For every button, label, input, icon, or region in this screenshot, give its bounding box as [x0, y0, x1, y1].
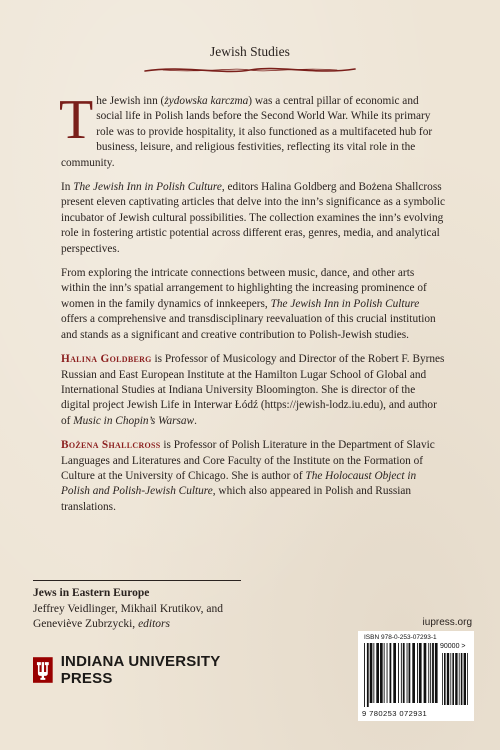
publisher-logo — [33, 655, 273, 685]
description-paragraph-2: In The Jewish Inn in Polish Culture, editors Halina Goldberg and Bożena Shallcross present eleven captivating articles that delve into the inn’s significance as a symbolic incubator of Jewish cultural possibilities. The collection examines the inn’s evolving role in fostering artistic potential across different eras, genres, media, and analytical perspectives. — [61, 181, 445, 255]
barcode-icon — [362, 643, 470, 709]
author-name: Halina Goldberg — [61, 353, 152, 366]
book-description — [59, 89, 445, 524]
publisher-name: INDIANA UNIVERSITY PRESS — [60, 653, 221, 687]
series-info — [33, 580, 243, 633]
iu-trident-icon — [33, 657, 53, 683]
description-paragraph-1: The Jewish inn (żydowska karczma) was a central pillar of economic and social life in Polish lands before the Second World War. While its primary role was to provide hospitality, it also functioned as a multifaceted hub for business, leisure, and religious festivities, reflecting its vital role in the community. — [59, 89, 433, 169]
publisher-url[interactable]: iupress.org — [422, 617, 472, 628]
book-title: The Jewish Inn in Polish Culture — [270, 297, 420, 310]
description-paragraph-3: From exploring the intricate connections between music, dance, and other arts within the inn’s spatial arrangement to highlighting the increasing prominence of women in the family dynamics of innkeepers, The Jewish Inn in Polish Culture offers a comprehensive and transdisciplinary reevaluation of this crucial institution and stands as a significant and creative contribution to Polish-Jewish studies. — [61, 267, 436, 341]
author-bio-1: Halina Goldberg is Professor of Musicology and Director of the Robert F. Byrnes Russian and East European Institute at the Hamilton Lugar School of Global and International Studies at Indiana University Bloomington. She is director of the digital project Jewish Life in Interwar Łódź (https://jewish-lodz.iu.edu), and author of Music in Chopin’s Warsaw. — [61, 353, 445, 427]
author-bio-2: Bożena Shallcross is Professor of Polish Literature in the Department of Slavic Languages and Literatures and Core Faculty of the Institute on the Formation of Culture at the University of Chicago. She is author of The Holocaust Object in Polish and Polish-Jewish Culture, which also appeared in Polish and Russian translations. — [61, 439, 435, 513]
isbn-label: ISBN 978-0-253-07293-1 — [364, 634, 437, 641]
isbn-digits: 9 780253 072931 — [362, 709, 428, 718]
book-title: The Jewish Inn in Polish Culture — [73, 181, 222, 194]
isbn-barcode — [358, 631, 474, 721]
series-category-label: Jewish Studies — [210, 44, 290, 59]
ornamental-flourish-icon — [143, 63, 357, 77]
price-code: 90000 > — [440, 643, 466, 650]
author-name: Bożena Shallcross — [61, 439, 161, 452]
divider — [33, 580, 241, 581]
drop-cap: T — [59, 89, 94, 151]
series-title: Jews in Eastern Europe — [33, 587, 150, 599]
series-editors: Jeffrey Veidlinger, Mikhail Krutikov, and Geneviève Zubrzycki, editors — [33, 602, 223, 630]
